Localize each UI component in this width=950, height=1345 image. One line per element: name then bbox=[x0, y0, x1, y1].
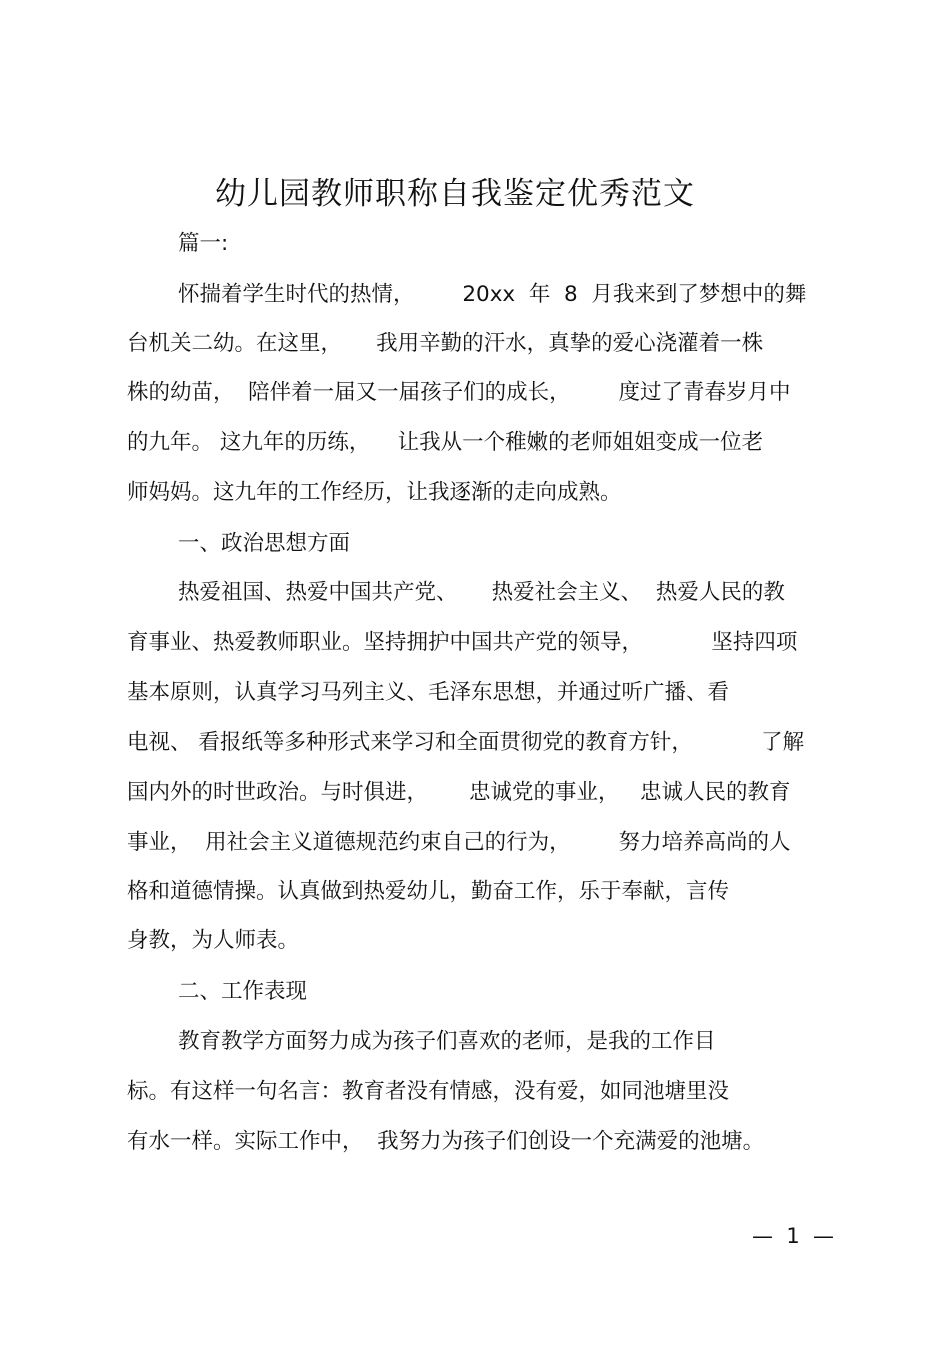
paragraph-line: 标。有这样一句名言：教育者没有情感，没有爱，如同池塘里没 bbox=[127, 1079, 730, 1104]
paragraph-line: 身教，为人师表。 bbox=[127, 928, 300, 953]
paragraph-line: 育事业、热爱教师职业。坚持拥护中国共产党的领导， 坚持四项 bbox=[127, 630, 798, 655]
paragraph-line: 国内外的时世政治。与时俱进， 忠诚党的事业， 忠诚人民的教育 bbox=[127, 780, 791, 805]
paragraph-line: 株的幼苗， 陪伴着一届又一届孩子们的成长， 度过了青春岁月中 bbox=[127, 380, 791, 405]
paragraph-line: 师妈妈。这九年的工作经历，让我逐渐的走向成熟。 bbox=[127, 480, 622, 505]
paragraph-line: 教育教学方面努力成为孩子们喜欢的老师，是我的工作目 bbox=[178, 1029, 716, 1054]
paragraph-line: 格和道德情操。认真做到热爱幼儿，勤奋工作，乐于奉献，言传 bbox=[127, 879, 730, 904]
paragraph-line: 热爱祖国、热爱中国共产党、 热爱社会主义、 热爱人民的教 bbox=[178, 580, 785, 605]
document-title: 幼儿园教师职称自我鉴定优秀范文 bbox=[215, 176, 695, 212]
section-heading: 二、工作表现 bbox=[178, 979, 308, 1004]
page-number: — 1 — bbox=[752, 1224, 835, 1248]
section-heading: 一、政治思想方面 bbox=[178, 531, 351, 556]
section-label-part-one: 篇一: bbox=[178, 231, 229, 256]
paragraph-line: 电视、 看报纸等多种形式来学习和全面贯彻党的教育方针， 了解 bbox=[127, 730, 805, 755]
paragraph-line: 有水一样。实际工作中， 我努力为孩子们创设一个充满爱的池塘。 bbox=[127, 1129, 765, 1154]
paragraph-line: 台机关二幼。在这里， 我用辛勤的汗水，真挚的爱心浇灌着一株 bbox=[127, 331, 764, 356]
paragraph-line: 基本原则，认真学习马列主义、毛泽东思想，并通过听广播、看 bbox=[127, 680, 730, 705]
paragraph-line: 怀揣着学生时代的热情， 20xx 年 8 月我来到了梦想中的舞 bbox=[178, 282, 807, 307]
paragraph-line: 的九年。 这九年的历练， 让我从一个稚嫩的老师姐姐变成一位老 bbox=[127, 430, 764, 455]
paragraph-line: 事业， 用社会主义道德规范约束自己的行为， 努力培养高尚的人 bbox=[127, 830, 791, 855]
